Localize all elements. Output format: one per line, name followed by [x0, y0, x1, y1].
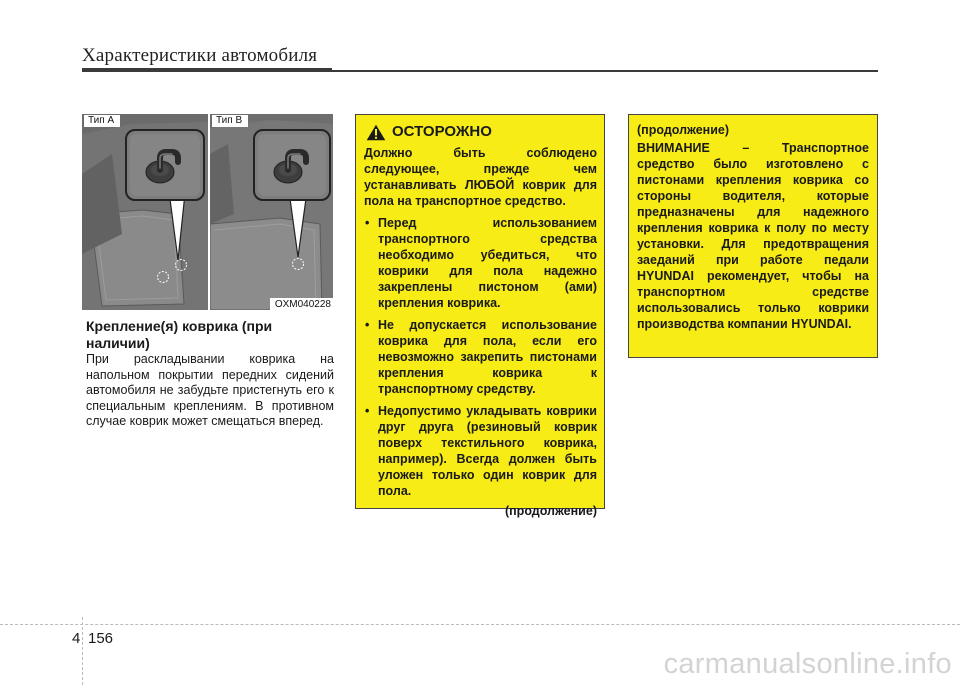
warning-continued-heading: (продолжение)	[637, 123, 730, 137]
floor-mat-figure	[82, 114, 333, 310]
warning-triangle-icon	[366, 124, 386, 141]
section-body: При раскладывании коврика на напольном покрытии передних сидений автомобиля не забудьте пристегнуть его к специальным креплениям. В противном случае коврик может смещаться вперед.	[86, 352, 334, 428]
bullet-mark: •	[365, 318, 370, 332]
warning-bullet	[364, 317, 597, 397]
warning-continued-note: (продолжение)	[504, 504, 597, 518]
bullet-mark: •	[365, 404, 370, 418]
header-rule-thin	[332, 70, 878, 72]
warning-heading	[366, 123, 597, 141]
type-a-label: Тип A	[84, 115, 120, 127]
warning-bullet-text: Перед использованием транспортного средства необходимо убедиться, что коврики для пола надежно закреплены пистоном (ами) крепления коврика.	[378, 216, 597, 310]
warning-bullet	[364, 403, 597, 499]
watermark: carmanualsonline.info	[663, 648, 952, 680]
header-rule-thick	[82, 68, 332, 72]
warning-heading-text: ОСТОРОЖНО	[392, 123, 492, 140]
type-b-label: Тип B	[212, 115, 248, 127]
figure-code: OXM040228	[270, 298, 333, 310]
footer-divider	[82, 617, 83, 685]
floor-mat-photo-b	[210, 114, 333, 310]
section-title: Крепление(я) коврика (при наличии)	[86, 318, 273, 351]
warning-box	[355, 114, 605, 518]
warning-bullet-text: Недопустимо укладывать коврики друг друга (резиновый коврик поверх текстильного коврика, например). Всегда должен быть уложен только один коврик для пола.	[378, 404, 597, 498]
photo-type-a	[82, 114, 208, 310]
warning-bullet	[364, 215, 597, 311]
warning-continued-box	[628, 114, 878, 358]
warning-intro: Должно быть соблюдено следующее, прежде чем устанавливать ЛЮБОЙ коврик для пола на транспортное средство.	[364, 146, 597, 208]
bullet-mark: •	[365, 216, 370, 230]
floor-mat-photo-a	[82, 114, 208, 310]
page-number: 156	[88, 630, 114, 647]
photo-type-b	[210, 114, 333, 310]
chapter-number: 4	[72, 630, 81, 647]
warning-continued-body: ВНИМАНИЕ – Транспортное средство было изготовлено с пистонами крепления коврика со стороны водителя, которые предназначены для надежного крепления коврика к полу по месту установки. Для предотвращения заеданий при работе педали HYUNDAI рекомендует, чтобы на транспортном средстве использовались только коврики производства компании HYUNDAI.	[637, 141, 869, 331]
warning-bullet-text: Не допускается использование коврика для пола, если его невозможно закрепить пистонами крепления коврика к транспортному средству.	[378, 318, 597, 396]
footer-rule	[0, 624, 960, 625]
page-header-title: Характеристики автомобиля	[82, 45, 318, 66]
